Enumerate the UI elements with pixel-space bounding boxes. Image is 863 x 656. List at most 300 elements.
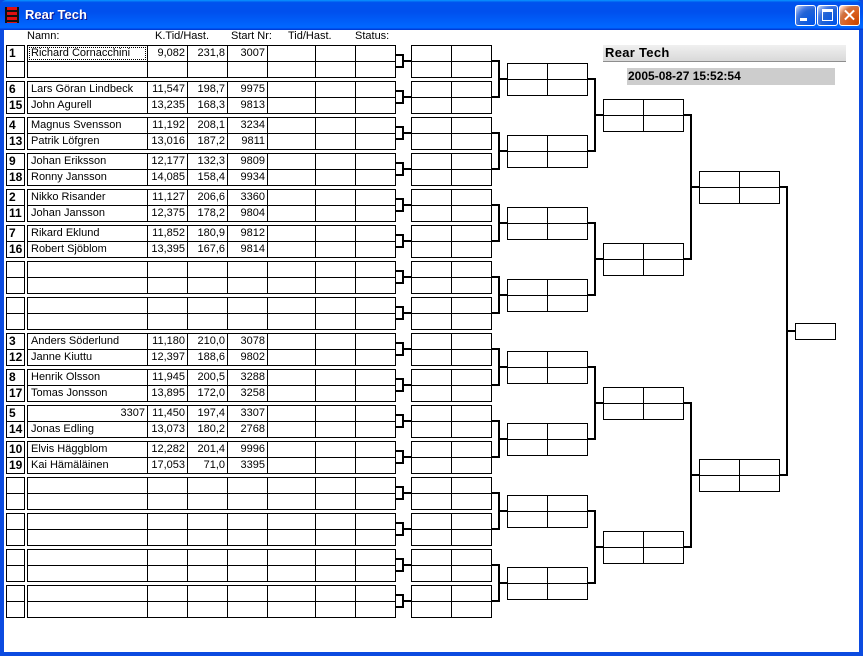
start-nr-cell[interactable] (227, 601, 268, 618)
k-tid-cell[interactable] (147, 297, 188, 314)
name-cell[interactable] (27, 601, 148, 618)
hast-cell[interactable]: 180,2 (187, 421, 228, 438)
slot-cell (411, 457, 452, 474)
start-nr-cell[interactable]: 3395 (227, 457, 268, 474)
slot-cell (643, 403, 684, 420)
k-tid-cell[interactable] (147, 313, 188, 330)
start-nr-cell[interactable] (227, 565, 268, 582)
tid-cell[interactable] (267, 385, 316, 402)
k-tid-cell[interactable] (147, 585, 188, 602)
status-cell[interactable] (355, 601, 396, 618)
slot-cell (547, 295, 588, 312)
slot-cell (411, 349, 452, 366)
hast-cell[interactable]: 71,0 (187, 457, 228, 474)
hast-cell[interactable] (187, 565, 228, 582)
name-cell[interactable] (27, 493, 148, 510)
tid-cell[interactable] (267, 261, 316, 278)
slot-cell (547, 151, 588, 168)
tid-hast-cell[interactable] (315, 61, 356, 78)
slot-cell (547, 511, 588, 528)
slot-cell (507, 567, 548, 584)
status-cell[interactable] (355, 313, 396, 330)
tid-hast-cell[interactable] (315, 493, 356, 510)
start-nr-cell[interactable]: 3078 (227, 333, 268, 350)
status-cell[interactable] (355, 457, 396, 474)
name-cell[interactable]: 3307 (27, 405, 148, 422)
start-nr-cell[interactable] (227, 297, 268, 314)
status-cell[interactable] (355, 405, 396, 422)
name-cell[interactable]: Richard Cornacchini (27, 45, 148, 62)
tid-cell[interactable] (267, 97, 316, 114)
slot-cell (411, 333, 452, 350)
tid-hast-cell[interactable] (315, 457, 356, 474)
k-tid-cell[interactable]: 11,192 (147, 117, 188, 134)
racer-row (27, 601, 396, 618)
name-cell[interactable] (27, 549, 148, 566)
status-cell[interactable] (355, 585, 396, 602)
status-cell[interactable] (355, 513, 396, 530)
start-nr-cell[interactable] (227, 549, 268, 566)
k-tid-cell[interactable]: 17,053 (147, 457, 188, 474)
slot-cell (507, 439, 548, 456)
racer-row (27, 133, 396, 150)
name-cell[interactable] (27, 61, 148, 78)
name-cell[interactable] (27, 529, 148, 546)
slot-cell (411, 385, 452, 402)
slot-cell (699, 171, 740, 188)
k-tid-cell[interactable] (147, 277, 188, 294)
tid-cell[interactable] (267, 493, 316, 510)
hast-cell[interactable]: 167,6 (187, 241, 228, 258)
start-nr-cell[interactable]: 9804 (227, 205, 268, 222)
window-title: Rear Tech (25, 7, 87, 22)
status-cell[interactable] (355, 117, 396, 134)
tid-cell[interactable] (267, 585, 316, 602)
racer-row (27, 169, 396, 186)
racer-row (27, 385, 396, 402)
hast-cell[interactable]: 187,2 (187, 133, 228, 150)
start-nr-cell[interactable] (227, 493, 268, 510)
name-cell[interactable] (27, 277, 148, 294)
hast-cell[interactable] (187, 61, 228, 78)
start-nr-cell[interactable] (227, 529, 268, 546)
slot-cell (451, 133, 492, 150)
start-nr-cell[interactable]: 9809 (227, 153, 268, 170)
status-cell[interactable] (355, 261, 396, 278)
start-nr-cell[interactable] (227, 277, 268, 294)
slot-cell (507, 295, 548, 312)
start-nr-cell[interactable]: 9934 (227, 169, 268, 186)
hast-cell[interactable]: 198,7 (187, 81, 228, 98)
racer-row (27, 585, 396, 602)
name-cell[interactable]: Rikard Eklund (27, 225, 148, 242)
title-bar[interactable] (0, 0, 863, 30)
start-nr-cell[interactable]: 9975 (227, 81, 268, 98)
tid-cell[interactable] (267, 349, 316, 366)
racer-row (27, 117, 396, 134)
racer-row (27, 81, 396, 98)
tid-cell[interactable] (267, 477, 316, 494)
slot-cell (411, 153, 452, 170)
tid-hast-cell[interactable] (315, 333, 356, 350)
hast-cell[interactable] (187, 585, 228, 602)
tid-cell[interactable] (267, 313, 316, 330)
status-cell[interactable] (355, 297, 396, 314)
start-nr-cell[interactable]: 9813 (227, 97, 268, 114)
slot-cell (547, 583, 588, 600)
tid-hast-cell[interactable] (315, 241, 356, 258)
slot-cell (411, 45, 452, 62)
tid-hast-cell[interactable] (315, 225, 356, 242)
status-cell[interactable] (355, 421, 396, 438)
status-cell[interactable] (355, 369, 396, 386)
name-cell[interactable]: Magnus Svensson (27, 117, 148, 134)
status-cell[interactable] (355, 205, 396, 222)
seed-cell: 18 (6, 169, 25, 186)
slot-cell (411, 169, 452, 186)
slot-cell (507, 79, 548, 96)
tid-hast-cell[interactable] (315, 205, 356, 222)
name-cell[interactable]: Lars Göran Lindbeck (27, 81, 148, 98)
hast-cell[interactable]: 197,4 (187, 405, 228, 422)
start-nr-cell[interactable] (227, 313, 268, 330)
hast-cell[interactable] (187, 277, 228, 294)
name-cell[interactable]: Robert Sjöblom (27, 241, 148, 258)
racer-row (27, 277, 396, 294)
k-tid-cell[interactable] (147, 477, 188, 494)
tid-cell[interactable] (267, 117, 316, 134)
status-cell[interactable] (355, 477, 396, 494)
tid-hast-cell[interactable] (315, 189, 356, 206)
start-nr-cell[interactable]: 9814 (227, 241, 268, 258)
k-tid-cell[interactable]: 12,282 (147, 441, 188, 458)
slot-cell (411, 421, 452, 438)
hast-cell[interactable] (187, 549, 228, 566)
racer-row (27, 261, 396, 278)
hast-cell[interactable]: 132,3 (187, 153, 228, 170)
start-nr-cell[interactable] (227, 513, 268, 530)
k-tid-cell[interactable]: 12,375 (147, 205, 188, 222)
slot-cell (507, 495, 548, 512)
k-tid-cell[interactable]: 13,073 (147, 421, 188, 438)
seed-cell (6, 549, 25, 566)
k-tid-cell[interactable]: 11,852 (147, 225, 188, 242)
name-cell[interactable] (27, 313, 148, 330)
start-nr-cell[interactable] (227, 261, 268, 278)
status-cell[interactable] (355, 385, 396, 402)
start-nr-cell[interactable]: 9996 (227, 441, 268, 458)
tid-hast-cell[interactable] (315, 313, 356, 330)
slot-cell (451, 369, 492, 386)
slot-cell (411, 549, 452, 566)
slot-cell (411, 117, 452, 134)
tid-hast-cell[interactable] (315, 565, 356, 582)
start-nr-cell[interactable]: 3307 (227, 405, 268, 422)
tid-cell[interactable] (267, 45, 316, 62)
minimize-icon (800, 18, 807, 21)
status-cell[interactable] (355, 61, 396, 78)
k-tid-cell[interactable]: 11,450 (147, 405, 188, 422)
status-cell[interactable] (355, 441, 396, 458)
name-cell[interactable]: Patrik Löfgren (27, 133, 148, 150)
seed-cell (6, 529, 25, 546)
tid-cell[interactable] (267, 205, 316, 222)
hast-cell[interactable] (187, 513, 228, 530)
hast-cell[interactable] (187, 477, 228, 494)
tid-hast-cell[interactable] (315, 261, 356, 278)
start-nr-cell[interactable]: 3258 (227, 385, 268, 402)
tid-hast-cell[interactable] (315, 349, 356, 366)
status-cell[interactable] (355, 153, 396, 170)
name-cell[interactable] (27, 297, 148, 314)
name-cell[interactable]: Anders Söderlund (27, 333, 148, 350)
status-cell[interactable] (355, 45, 396, 62)
tid-cell[interactable] (267, 169, 316, 186)
tid-cell[interactable] (267, 333, 316, 350)
minimize-button[interactable] (795, 5, 816, 26)
hast-cell[interactable] (187, 297, 228, 314)
racer-row (27, 441, 396, 458)
name-cell[interactable] (27, 565, 148, 582)
k-tid-cell[interactable] (147, 61, 188, 78)
tid-hast-cell[interactable] (315, 153, 356, 170)
tid-cell[interactable] (267, 441, 316, 458)
hast-cell[interactable] (187, 529, 228, 546)
seed-cell: 8 (6, 369, 25, 386)
tid-cell[interactable] (267, 133, 316, 150)
hast-cell[interactable]: 210,0 (187, 333, 228, 350)
name-cell[interactable]: Ronny Jansson (27, 169, 148, 186)
tid-cell[interactable] (267, 565, 316, 582)
k-tid-cell[interactable] (147, 549, 188, 566)
round1-pair (27, 261, 396, 294)
seed-cell: 11 (6, 205, 25, 222)
tid-hast-cell[interactable] (315, 277, 356, 294)
name-cell[interactable]: John Agurell (27, 97, 148, 114)
tid-cell[interactable] (267, 601, 316, 618)
seed-cell: 10 (6, 441, 25, 458)
tid-hast-cell[interactable] (315, 169, 356, 186)
tid-cell[interactable] (267, 549, 316, 566)
tid-hast-cell[interactable] (315, 477, 356, 494)
seed-cell: 13 (6, 133, 25, 150)
tid-hast-cell[interactable] (315, 133, 356, 150)
name-cell[interactable]: Kai Hämäläinen (27, 457, 148, 474)
hast-cell[interactable]: 180,9 (187, 225, 228, 242)
slot-cell (411, 241, 452, 258)
start-nr-cell[interactable]: 9802 (227, 349, 268, 366)
status-cell[interactable] (355, 169, 396, 186)
k-tid-cell[interactable] (147, 565, 188, 582)
name-cell[interactable]: Tomas Jonsson (27, 385, 148, 402)
start-nr-cell[interactable] (227, 61, 268, 78)
start-nr-cell[interactable]: 3007 (227, 45, 268, 62)
tid-hast-cell[interactable] (315, 97, 356, 114)
slot-cell (739, 171, 780, 188)
status-cell[interactable] (355, 241, 396, 258)
status-cell[interactable] (355, 493, 396, 510)
name-cell[interactable] (27, 261, 148, 278)
seed-cell: 12 (6, 349, 25, 366)
tid-cell[interactable] (267, 153, 316, 170)
k-tid-cell[interactable]: 12,397 (147, 349, 188, 366)
slot-cell (507, 511, 548, 528)
hast-cell[interactable]: 188,6 (187, 349, 228, 366)
k-tid-cell[interactable]: 14,085 (147, 169, 188, 186)
status-cell[interactable] (355, 81, 396, 98)
name-cell[interactable]: Johan Jansson (27, 205, 148, 222)
tid-cell[interactable] (267, 457, 316, 474)
status-cell[interactable] (355, 333, 396, 350)
k-tid-cell[interactable]: 11,547 (147, 81, 188, 98)
tid-hast-cell[interactable] (315, 385, 356, 402)
hast-cell[interactable] (187, 601, 228, 618)
status-cell[interactable] (355, 549, 396, 566)
start-nr-cell[interactable]: 9812 (227, 225, 268, 242)
column-header-start-nr: Start Nr: (231, 30, 272, 42)
slot-cell (603, 403, 644, 420)
k-tid-cell[interactable]: 13,395 (147, 241, 188, 258)
status-cell[interactable] (355, 225, 396, 242)
name-cell[interactable]: Nikko Risander (27, 189, 148, 206)
slot-cell (411, 133, 452, 150)
status-cell[interactable] (355, 189, 396, 206)
hast-cell[interactable]: 208,1 (187, 117, 228, 134)
tid-hast-cell[interactable] (315, 421, 356, 438)
close-button[interactable] (839, 5, 860, 26)
slot-cell (547, 135, 588, 152)
tid-hast-cell[interactable] (315, 81, 356, 98)
hast-cell[interactable]: 200,5 (187, 369, 228, 386)
tid-hast-cell[interactable] (315, 585, 356, 602)
status-cell[interactable] (355, 529, 396, 546)
slot-cell (699, 459, 740, 476)
start-nr-cell[interactable]: 9811 (227, 133, 268, 150)
tid-cell[interactable] (267, 369, 316, 386)
k-tid-cell[interactable] (147, 513, 188, 530)
tid-hast-cell[interactable] (315, 441, 356, 458)
maximize-icon (822, 9, 833, 21)
tid-cell[interactable] (267, 241, 316, 258)
name-cell[interactable] (27, 585, 148, 602)
slot-cell (451, 513, 492, 530)
slot-cell (507, 135, 548, 152)
tid-cell[interactable] (267, 81, 316, 98)
name-cell[interactable]: Elvis Häggblom (27, 441, 148, 458)
seed-cell: 5 (6, 405, 25, 422)
tid-hast-cell[interactable] (315, 529, 356, 546)
start-nr-cell[interactable]: 3288 (227, 369, 268, 386)
tid-cell[interactable] (267, 277, 316, 294)
tid-hast-cell[interactable] (315, 117, 356, 134)
k-tid-cell[interactable] (147, 261, 188, 278)
k-tid-cell[interactable]: 12,177 (147, 153, 188, 170)
tid-hast-cell[interactable] (315, 549, 356, 566)
name-cell[interactable] (27, 513, 148, 530)
k-tid-cell[interactable] (147, 493, 188, 510)
k-tid-cell[interactable]: 13,235 (147, 97, 188, 114)
maximize-button[interactable] (817, 5, 838, 26)
tid-cell[interactable] (267, 297, 316, 314)
racer-row (27, 493, 396, 510)
racer-row (27, 97, 396, 114)
k-tid-cell[interactable]: 9,082 (147, 45, 188, 62)
start-nr-cell[interactable] (227, 585, 268, 602)
hast-cell[interactable]: 172,0 (187, 385, 228, 402)
slot-cell (507, 279, 548, 296)
name-cell[interactable]: Janne Kiuttu (27, 349, 148, 366)
status-cell[interactable] (355, 565, 396, 582)
k-tid-cell[interactable]: 11,127 (147, 189, 188, 206)
hast-cell[interactable]: 206,6 (187, 189, 228, 206)
start-nr-cell[interactable] (227, 477, 268, 494)
k-tid-cell[interactable]: 11,180 (147, 333, 188, 350)
racer-row (27, 61, 396, 78)
hast-cell[interactable]: 231,8 (187, 45, 228, 62)
k-tid-cell[interactable]: 13,016 (147, 133, 188, 150)
seed-cell (6, 601, 25, 618)
tid-cell[interactable] (267, 529, 316, 546)
hast-cell[interactable]: 158,4 (187, 169, 228, 186)
start-nr-cell[interactable]: 3234 (227, 117, 268, 134)
tid-hast-cell[interactable] (315, 369, 356, 386)
tid-hast-cell[interactable] (315, 405, 356, 422)
tid-cell[interactable] (267, 421, 316, 438)
start-nr-cell[interactable]: 2768 (227, 421, 268, 438)
tid-cell[interactable] (267, 513, 316, 530)
tid-cell[interactable] (267, 189, 316, 206)
slot-cell (451, 117, 492, 134)
slot-cell (603, 387, 644, 404)
k-tid-cell[interactable] (147, 601, 188, 618)
app-icon[interactable] (5, 7, 19, 23)
k-tid-cell[interactable] (147, 529, 188, 546)
start-nr-cell[interactable]: 3360 (227, 189, 268, 206)
k-tid-cell[interactable]: 13,895 (147, 385, 188, 402)
hast-cell[interactable] (187, 313, 228, 330)
name-cell[interactable]: Johan Eriksson (27, 153, 148, 170)
seed-cell (6, 277, 25, 294)
status-cell[interactable] (355, 133, 396, 150)
slot-cell (451, 205, 492, 222)
tid-hast-cell[interactable] (315, 45, 356, 62)
tid-cell[interactable] (267, 405, 316, 422)
k-tid-cell[interactable]: 11,945 (147, 369, 188, 386)
hast-cell[interactable]: 168,3 (187, 97, 228, 114)
tid-hast-cell[interactable] (315, 513, 356, 530)
status-cell[interactable] (355, 349, 396, 366)
hast-cell[interactable] (187, 261, 228, 278)
tid-cell[interactable] (267, 225, 316, 242)
racer-row (27, 513, 396, 530)
tid-hast-cell[interactable] (315, 297, 356, 314)
status-cell[interactable] (355, 277, 396, 294)
hast-cell[interactable] (187, 493, 228, 510)
slot-cell (411, 97, 452, 114)
name-cell[interactable]: Jonas Edling (27, 421, 148, 438)
hast-cell[interactable]: 201,4 (187, 441, 228, 458)
status-cell[interactable] (355, 97, 396, 114)
name-cell[interactable]: Henrik Olsson (27, 369, 148, 386)
slot-cell (411, 61, 452, 78)
slot-cell (451, 297, 492, 314)
tid-hast-cell[interactable] (315, 601, 356, 618)
tid-cell[interactable] (267, 61, 316, 78)
slot-cell (507, 423, 548, 440)
seed-cell: 19 (6, 457, 25, 474)
hast-cell[interactable]: 178,2 (187, 205, 228, 222)
name-cell[interactable] (27, 477, 148, 494)
